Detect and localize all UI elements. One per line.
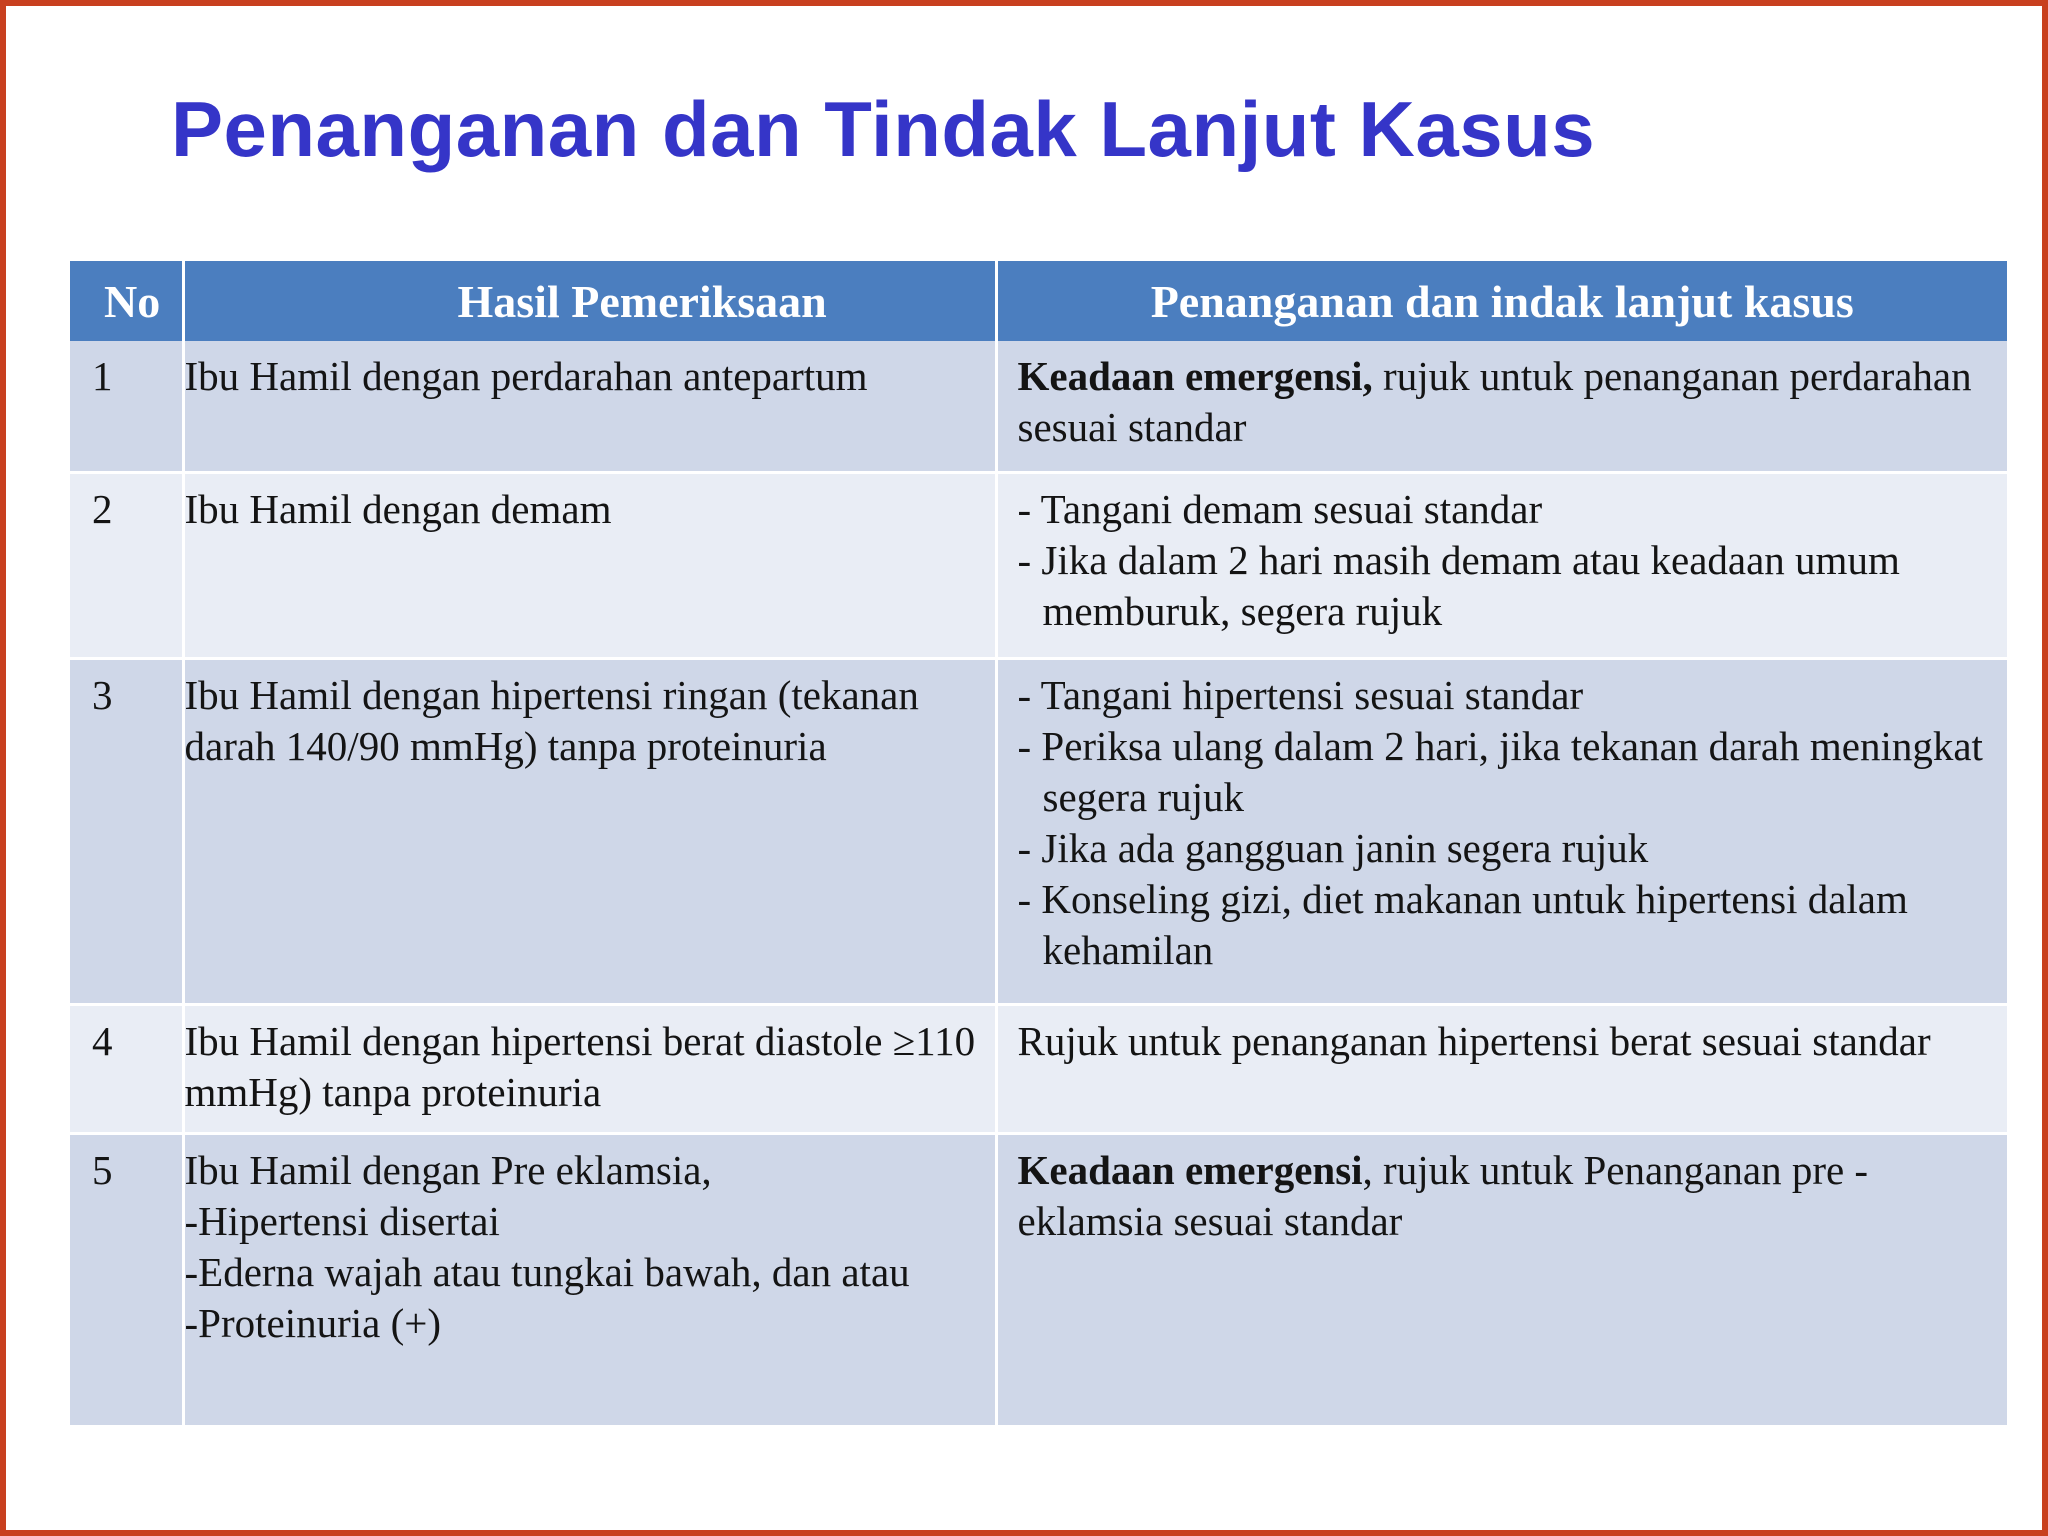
row-number: 3 <box>70 659 183 1005</box>
tindak-lanjut-bullet: - Tangani hipertensi sesuai standar <box>1017 672 1584 718</box>
hasil-cell <box>183 1134 996 1426</box>
header-penanganan: Penanganan dan indak lanjut kasus <box>996 261 2007 341</box>
table-row <box>70 1134 2007 1426</box>
table-row <box>70 341 2007 473</box>
hasil-cell <box>183 473 996 659</box>
tindak-lanjut-text: , rujuk untuk Penanganan pre -eklamsia sesuai standar <box>1017 1147 1869 1244</box>
table-row <box>70 1005 2007 1134</box>
hasil-line: -Ederna wajah atau tungkai bawah, dan atau <box>184 1249 910 1295</box>
tindak-lanjut-bullet: - Jika dalam 2 hari masih demam atau keadaan umum memburuk, segera rujuk <box>1017 537 1900 634</box>
tindak-lanjut-text: Rujuk untuk penanganan hipertensi berat sesuai standar <box>1017 1018 1931 1064</box>
tindak-lanjut-text: rujuk untuk penanganan perdarahan sesuai standar <box>1017 353 1972 450</box>
row-number: 2 <box>70 473 183 659</box>
hasil-cell <box>183 659 996 1005</box>
tindak-lanjut-cell <box>996 1005 2007 1134</box>
hasil-line: Ibu Hamil dengan hipertensi ringan (tekanan darah 140/90 mmHg) tanpa proteinuria <box>184 672 919 769</box>
slide-title: Penanganan dan Tindak Lanjut Kasus <box>171 85 1596 173</box>
tindak-lanjut-bullet: - Periksa ulang dalam 2 hari, jika tekanan darah meningkat segera rujuk <box>1017 723 1983 820</box>
tindak-lanjut-bullet: - Jika ada gangguan janin segera rujuk <box>1017 825 1649 871</box>
hasil-line: Ibu Hamil dengan perdarahan antepartum <box>184 353 868 399</box>
tindak-lanjut-cell <box>996 473 2007 659</box>
case-handling-table <box>70 261 2007 1425</box>
header-hasil-pemeriksaan: Hasil Pemeriksaan <box>183 261 996 341</box>
hasil-line: -Proteinuria (+) <box>184 1300 442 1346</box>
hasil-line: Ibu Hamil dengan hipertensi berat diastole ≥110 mmHg) tanpa proteinuria <box>184 1018 976 1115</box>
tindak-lanjut-cell <box>996 1134 2007 1426</box>
emergency-label: Keadaan emergensi <box>1017 1147 1363 1193</box>
hasil-line: Ibu Hamil dengan Pre eklamsia, <box>184 1147 712 1193</box>
header-no: No <box>70 261 183 341</box>
table-header-row <box>70 261 2007 341</box>
table-row <box>70 473 2007 659</box>
hasil-line: Ibu Hamil dengan demam <box>184 486 612 532</box>
hasil-cell <box>183 341 996 473</box>
hasil-line: -Hipertensi disertai <box>184 1198 500 1244</box>
row-number: 5 <box>70 1134 183 1426</box>
tindak-lanjut-cell <box>996 341 2007 473</box>
table-row <box>70 659 2007 1005</box>
tindak-lanjut-bullet: - Tangani demam sesuai standar <box>1017 486 1543 532</box>
row-number: 1 <box>70 341 183 473</box>
tindak-lanjut-bullet: - Konseling gizi, diet makanan untuk hipertensi dalam kehamilan <box>1017 876 1908 973</box>
emergency-label: Keadaan emergensi, <box>1017 353 1373 399</box>
hasil-cell <box>183 1005 996 1134</box>
row-number: 4 <box>70 1005 183 1134</box>
tindak-lanjut-cell <box>996 659 2007 1005</box>
